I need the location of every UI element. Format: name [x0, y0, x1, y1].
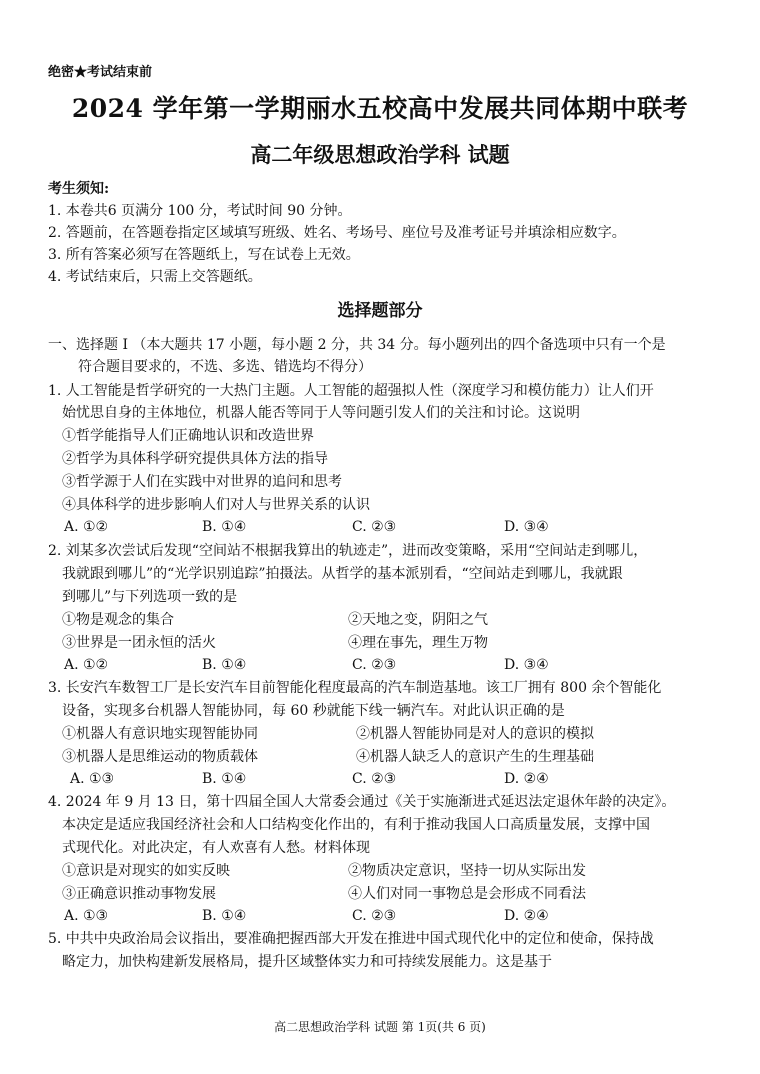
exam-subtitle: 高二年级思想政治学科 试题	[250, 142, 510, 167]
notice-item: 3. 所有答案必须写在答题纸上，写在试卷上无效。	[48, 247, 360, 263]
question-1-stem: 1. 人工智能是哲学研究的一大热门主题。人工智能的超强拟人性（深度学习和模仿能力）让人们开	[48, 383, 654, 399]
option-a: A. ①②	[64, 657, 109, 673]
option-c: C. ②③	[352, 908, 397, 924]
option-d: D. ③④	[504, 519, 549, 535]
option-b: B. ①④	[202, 908, 247, 924]
question-2-statements	[62, 609, 722, 631]
notice-item: 2. 答题前，在答题卷指定区域填写班级、姓名、考场号、座位号及准考证号并填涂相应数字。	[48, 225, 626, 241]
question-4-stem: 式现代化。对此决定，有人欢喜有人愁。材料体现	[62, 840, 370, 856]
question-2-stem: 到哪儿”与下列选项一致的是	[62, 589, 238, 605]
question-3-statements	[62, 746, 722, 768]
question-2-options	[64, 654, 664, 676]
question-1-statement: ②哲学为具体科学研究提供具体方法的指导	[62, 451, 328, 467]
question-5-stem: 略定力，加快构建新发展格局，提升区域整体实力和可持续发展能力。这是基于	[62, 954, 552, 970]
option-a: A. ①②	[64, 519, 109, 535]
question-2-statements	[62, 632, 722, 654]
option-b: B. ①④	[202, 657, 247, 673]
question-4-statements	[62, 860, 722, 882]
statement-2: ②机器人智能协同是对人的意识的模拟	[356, 726, 594, 742]
statement-3: ③机器人是思维运动的物质载体	[62, 749, 258, 765]
question-3-stem: 3. 长安汽车数智工厂是长安汽车目前智能化程度最高的汽车制造基地。该工厂拥有 800 余个智能化	[48, 680, 662, 696]
statement-1: ①机器人有意识地实现智能协同	[62, 726, 258, 742]
question-2-stem: 我就跟到哪儿”的“光学识别追踪”拍摄法。从哲学的基本派别看，“空间站走到哪儿，我就跟	[62, 566, 623, 582]
question-2-stem: 2. 刘某多次尝试后发现“空间站不根据我算出的轨迹走”，进而改变策略，采用“空间站走到哪儿，	[48, 543, 648, 559]
question-1-options	[64, 516, 664, 538]
question-4-stem: 本决定是适应我国经济社会和人口结构变化作出的，有利于推动我国人口高质量发展，支撑中国	[62, 817, 650, 833]
page-footer: 高二思想政治学科 试题 第 1页(共 6 页)	[274, 1020, 486, 1034]
exam-title: 2024 学年第一学期丽水五校高中发展共同体期中联考	[71, 94, 689, 123]
statement-2: ②物质决定意识，坚持一切从实际出发	[348, 863, 586, 879]
statement-1: ①意识是对现实的如实反映	[62, 863, 230, 879]
statement-2: ②天地之变，阴阳之气	[348, 612, 488, 628]
question-1-statement: ③哲学源于人们在实践中对世界的追问和思考	[62, 474, 342, 490]
confidential-label: 绝密★考试结束前	[48, 65, 153, 80]
question-1-stem: 始忧思自身的主体地位，机器人能否等同于人等问题引发人们的关注和讨论。这说明	[62, 405, 580, 421]
question-1-statement: ①哲学能指导人们正确地认识和改造世界	[62, 428, 314, 444]
statement-1: ①物是观念的集合	[62, 612, 174, 628]
question-5-stem: 5. 中共中央政治局会议指出，要准确把握西部大开发在推进中国式现代化中的定位和使命，保持战	[48, 931, 654, 947]
section-intro: 一、选择题 I （本大题共 17 小题，每小题 2 分，共 34 分。每小题列出的四个备选项中只有一个是	[48, 337, 666, 353]
statement-4: ④人们对同一事物总是会形成不同看法	[348, 886, 586, 902]
option-c: C. ②③	[352, 657, 397, 673]
option-c: C. ②③	[352, 771, 397, 787]
option-a: A. ①③	[70, 771, 115, 787]
question-4-statements	[62, 883, 722, 905]
section-intro: 符合题目要求的，不选、多选、错选均不得分）	[78, 359, 372, 375]
option-b: B. ①④	[202, 771, 247, 787]
question-3-options	[70, 768, 670, 790]
option-d: D. ②④	[504, 771, 549, 787]
option-c: C. ②③	[352, 519, 397, 535]
section-heading: 选择题部分	[337, 301, 423, 321]
statement-3: ③正确意识推动事物发展	[62, 886, 216, 902]
option-d: D. ②④	[504, 908, 549, 924]
question-3-stem: 设备，实现多台机器人智能协同，每 60 秒就能下线一辆汽车。对此认识正确的是	[62, 703, 565, 719]
question-4-options	[64, 905, 664, 927]
question-1-statement: ④具体科学的进步影响人们对人与世界关系的认识	[62, 497, 370, 513]
option-b: B. ①④	[202, 519, 247, 535]
statement-3: ③世界是一团永恒的活火	[62, 635, 216, 651]
option-a: A. ①③	[64, 908, 109, 924]
notice-heading: 考生须知:	[48, 181, 110, 197]
option-d: D. ③④	[504, 657, 549, 673]
question-4-stem: 4. 2024 年 9 月 13 日，第十四届全国人大常委会通过《关于实施渐进式延迟法定退休年龄的决定》。	[48, 794, 676, 810]
statement-4: ④理在事先，理生万物	[348, 635, 488, 651]
notice-item: 4. 考试结束后，只需上交答题纸。	[48, 269, 262, 285]
question-3-statements	[62, 723, 722, 745]
notice-item: 1. 本卷共6 页满分 100 分，考试时间 90 分钟。	[48, 203, 352, 219]
statement-4: ④机器人缺乏人的意识产生的生理基础	[356, 749, 594, 765]
